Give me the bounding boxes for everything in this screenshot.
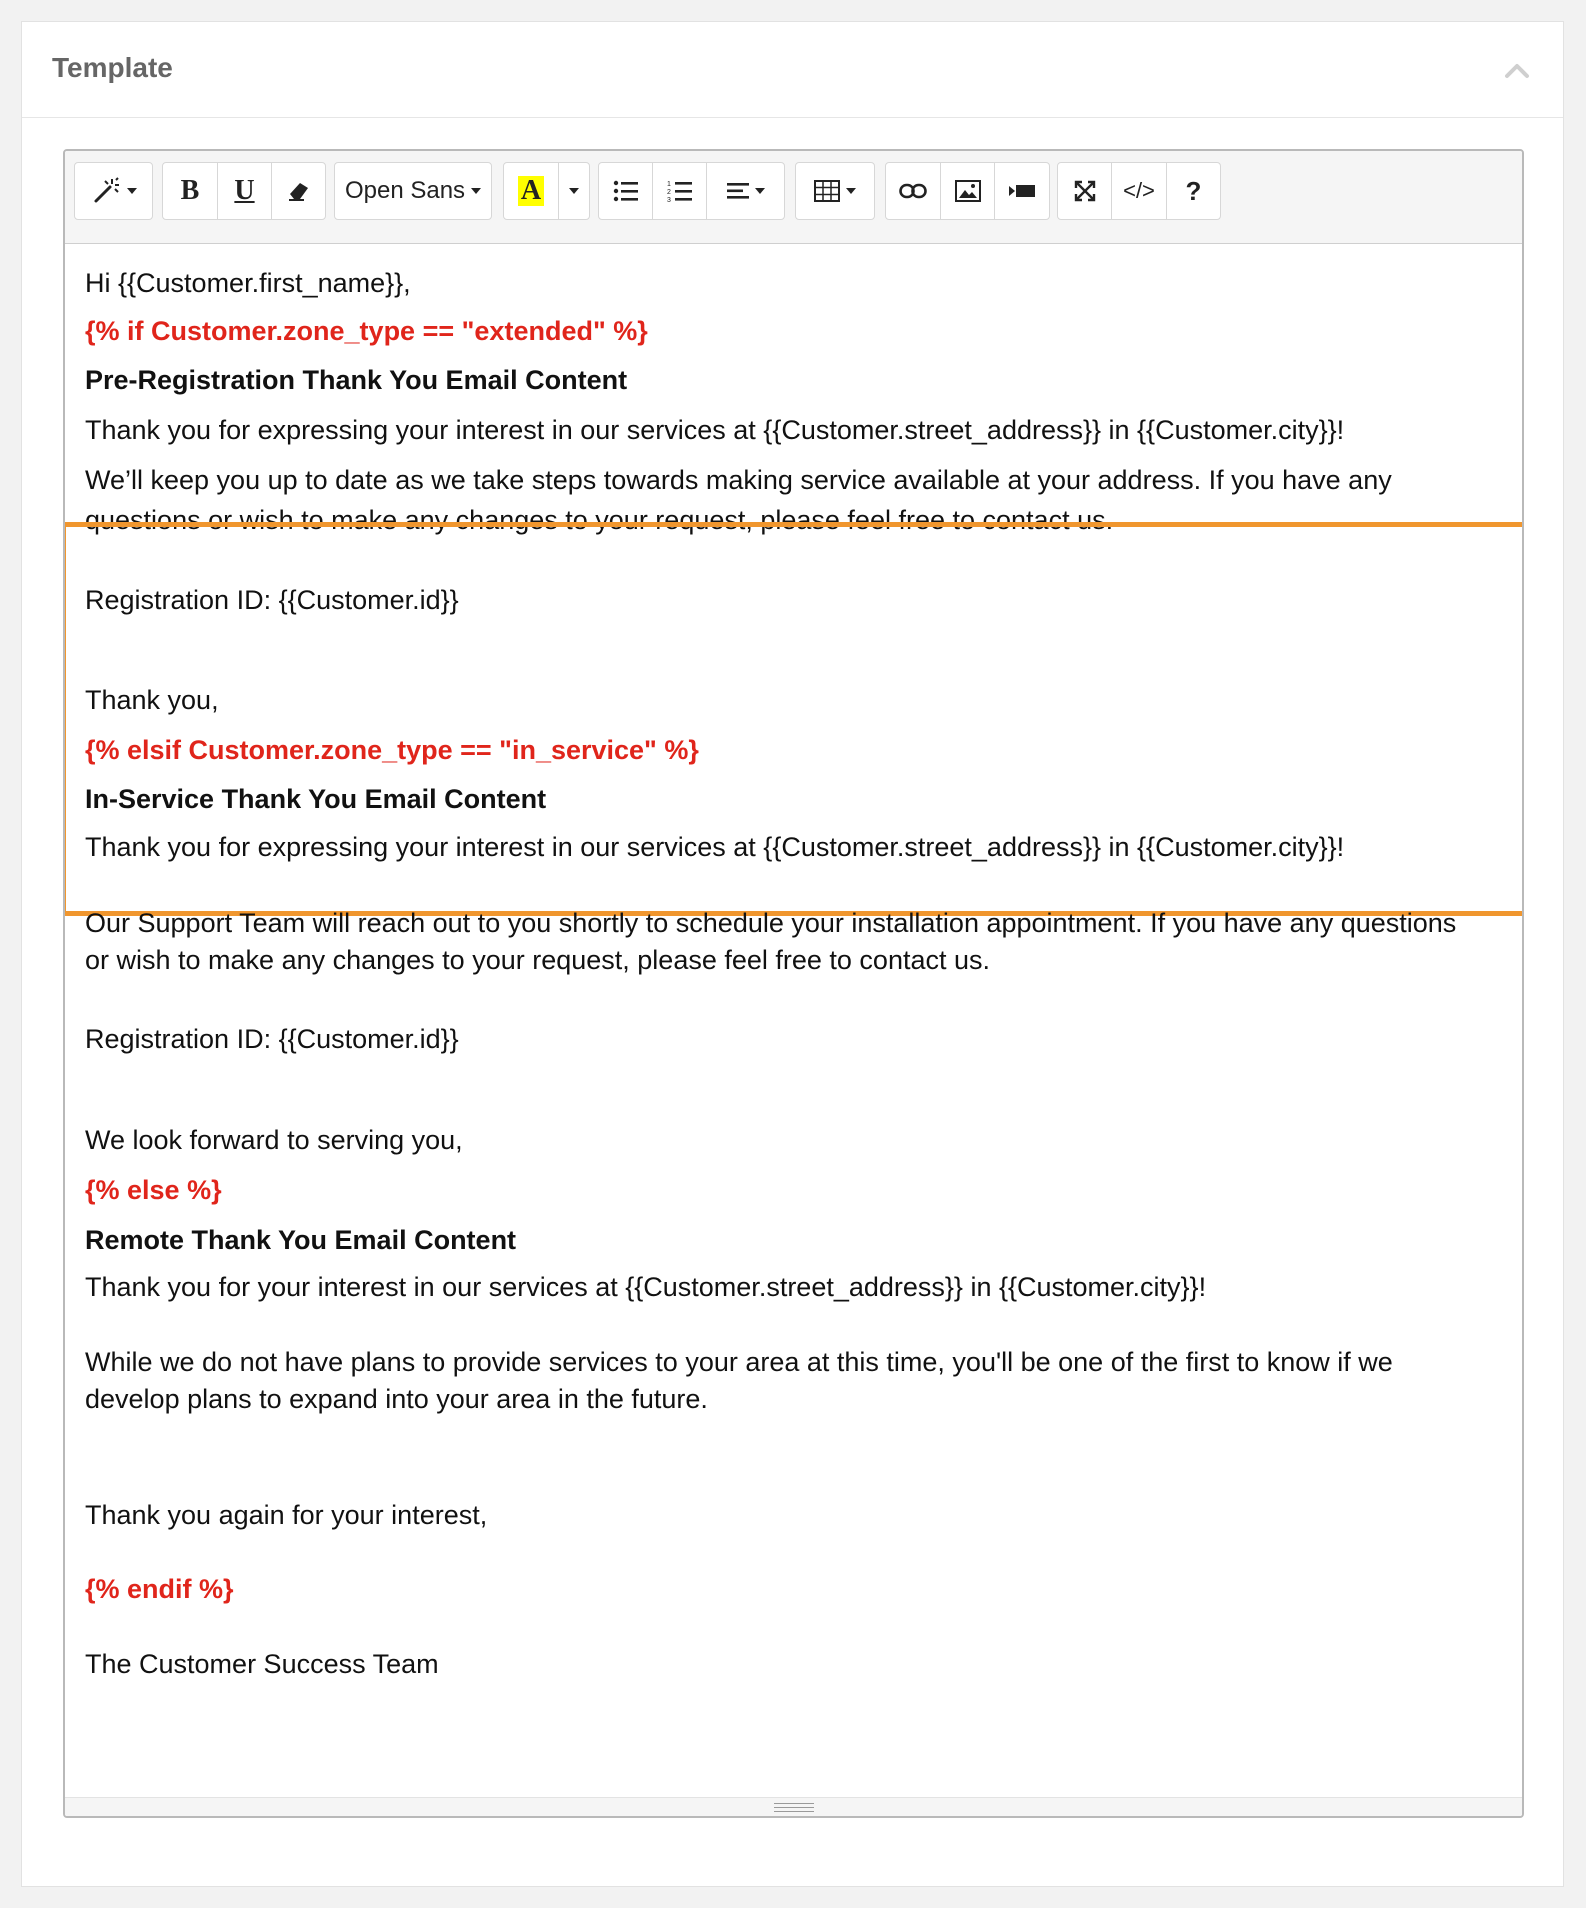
bold-button[interactable] [162,162,218,220]
unordered-list-button[interactable] [598,162,653,220]
font-family-label: Open Sans [344,177,466,204]
remote-heading: Remote Thank You Email Content [85,1225,517,1255]
in-service-paragraph-1: Thank you for expressing your interest in our services at {{Customer.street_address}} in {{Customer.city}}! [85,832,1345,862]
table-icon [814,180,840,202]
video-icon [1008,182,1036,200]
insert-link-button[interactable] [885,162,941,220]
pre-registration-paragraph-2-line-1: We’ll keep you up to date as we take steps towards making service available at your address. If you have any [85,465,1392,495]
code-view-icon: </> [1123,178,1155,203]
bold-icon: B [180,175,200,206]
align-dropdown-button[interactable] [706,162,785,220]
pre-registration-paragraph-1: Thank you for expressing your interest in our services at {{Customer.street_address}} in {{Customer.city}}! [85,415,1345,445]
template-panel [21,21,1564,1887]
editor-toolbar [65,151,1522,244]
eraser-icon [286,178,312,204]
align-icon [727,182,749,200]
panel-header[interactable] [22,22,1563,118]
color-dropdown-button[interactable] [558,162,590,220]
liquid-else-tag: {% else %} [85,1175,222,1205]
rich-text-editor [63,149,1524,1818]
view-group [1057,162,1221,220]
clear-format-button[interactable] [271,162,326,220]
table-group [795,162,875,220]
pre-registration-signoff: Thank you, [85,685,219,715]
pre-registration-heading: Pre-Registration Thank You Email Content [85,365,628,395]
underline-icon: U [234,175,255,206]
magic-wand-icon [91,176,121,206]
insert-video-button[interactable] [994,162,1050,220]
unordered-list-icon [613,180,639,202]
ordered-list-button[interactable] [652,162,707,220]
link-icon [899,183,927,199]
team-signature: The Customer Success Team [85,1649,439,1679]
highlight-icon: A [518,176,544,206]
collapse-button[interactable] [1499,52,1535,88]
font-family-dropdown[interactable] [334,162,492,220]
highlight-color-button[interactable] [503,162,559,220]
in-service-signoff: We look forward to serving you, [85,1125,463,1155]
chevron-down-icon [755,188,765,194]
remote-paragraph-2-line-1: While we do not have plans to provide services to your area at this time, you'll be one of the first to know if we [85,1347,1393,1377]
in-service-registration-id: Registration ID: {{Customer.id}} [85,1024,459,1054]
svg-text:3: 3 [666,197,671,202]
paragraph-group [598,162,785,220]
pre-registration-id: Registration ID: {{Customer.id}} [85,585,459,615]
in-service-paragraph-2-line-2: or wish to make any changes to your request, please feel free to contact us. [85,945,991,975]
liquid-endif-tag: {% endif %} [85,1574,234,1604]
chevron-up-icon [1499,52,1535,88]
chevron-down-icon [471,188,481,194]
table-dropdown-button[interactable] [795,162,875,220]
resize-grip-icon [774,1803,814,1815]
ordered-list-icon [667,180,693,202]
chevron-down-icon [846,188,856,194]
image-icon [955,180,981,202]
remote-paragraph-2-line-2: develop plans to expand into your area in the future. [85,1384,708,1414]
color-group [503,162,590,220]
font-group [334,162,492,220]
panel-title: Template [52,52,173,83]
liquid-if-tag: {% if Customer.zone_type == "extended" %} [85,316,648,346]
insert-group [885,162,1050,220]
underline-button[interactable] [217,162,272,220]
greeting-line: Hi {{Customer.first_name}}, [85,268,411,298]
format-group [162,162,326,220]
pre-registration-paragraph-2-line-2: questions or wish to make any changes to your request, please feel free to contact us. [85,505,1114,535]
in-service-paragraph-2-line-1: Our Support Team will reach out to you shortly to schedule your installation appointment. If you have any questions [85,908,1457,938]
code-view-button[interactable] [1111,162,1167,220]
style-group [74,162,153,220]
editor-content[interactable] [65,244,1522,1798]
in-service-heading: In-Service Thank You Email Content [85,784,547,814]
remote-paragraph-1: Thank you for your interest in our services at {{Customer.street_address}} in {{Customer.city}}! [85,1272,1207,1302]
chevron-down-icon [127,188,137,194]
remote-signoff: Thank you again for your interest, [85,1500,488,1530]
svg-text:2: 2 [666,189,671,196]
svg-text:1: 1 [666,181,671,188]
liquid-elsif-tag: {% elsif Customer.zone_type == "in_service" %} [85,735,699,765]
style-dropdown-button[interactable] [74,162,153,220]
help-button[interactable] [1166,162,1221,220]
chevron-down-icon [569,188,579,194]
editor-resize-handle[interactable] [65,1797,1522,1816]
insert-image-button[interactable] [940,162,995,220]
fullscreen-icon [1073,179,1097,203]
help-icon: ? [1185,175,1202,206]
fullscreen-button[interactable] [1057,162,1112,220]
